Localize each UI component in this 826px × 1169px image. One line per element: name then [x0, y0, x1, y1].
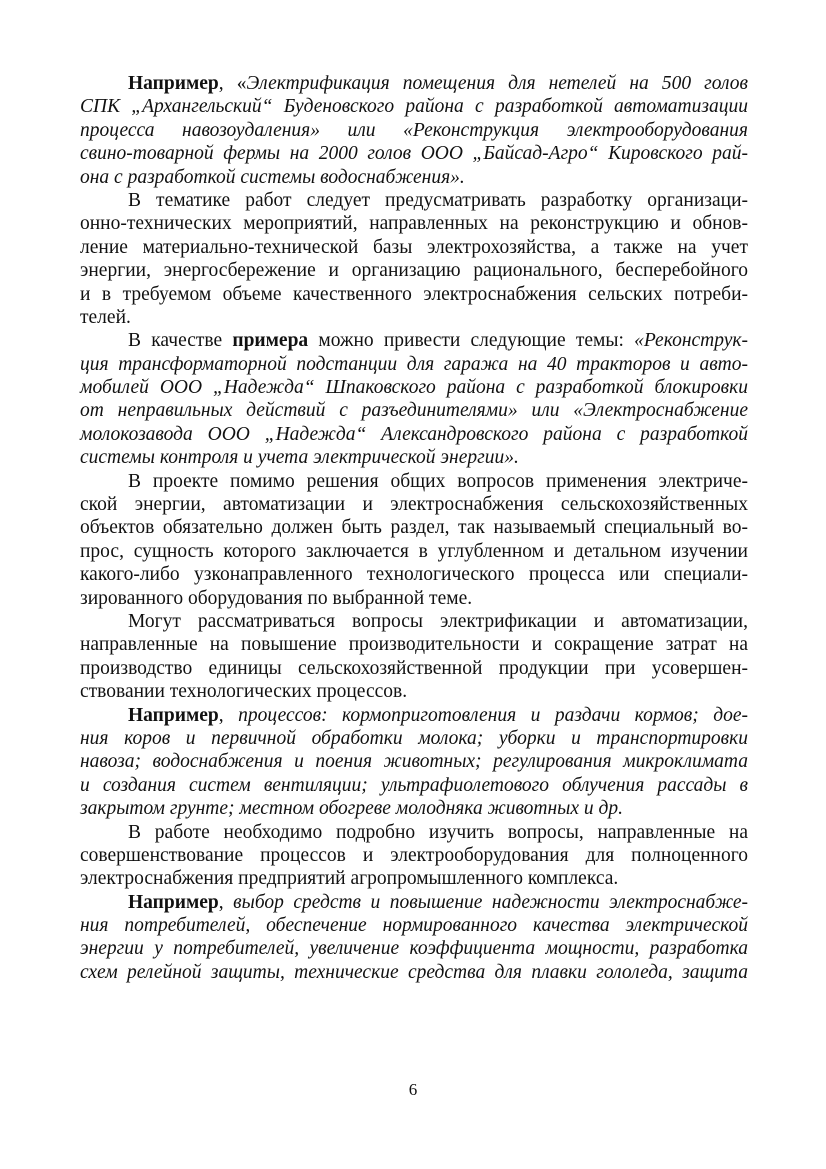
text-line	[80, 914, 748, 937]
text-line	[80, 470, 748, 493]
paragraph	[80, 704, 748, 821]
bold-text: Например	[128, 704, 219, 726]
italic-text: системы контроля и учета электрической энергии».	[80, 447, 519, 469]
text-line	[80, 212, 748, 235]
text-line	[80, 399, 748, 422]
text-line	[80, 774, 748, 797]
text-run: энергии, энергосбережение и организацию рационального, бесперебойного	[80, 260, 748, 282]
page-number: 6	[408, 1080, 418, 1099]
italic-text: процесса навозоудаления» или «Реконструкция электрооборудования	[80, 119, 748, 141]
italic-text: и создания систем вентиляции; ультрафиолетового облучения рассады в	[80, 774, 748, 796]
text-line	[80, 142, 748, 165]
text-run: ,	[218, 891, 234, 913]
text-line	[80, 587, 748, 610]
paragraph	[80, 821, 748, 891]
text-run: совершенствование процессов и электрооборудования для полноценного	[80, 844, 748, 866]
text-line	[80, 563, 748, 586]
text-line	[80, 750, 748, 773]
text-line	[80, 423, 748, 446]
text-line	[80, 633, 748, 656]
text-run: направленные на повышение производительности и сокращение затрат на	[80, 634, 748, 656]
paragraph	[80, 72, 748, 189]
text-line	[80, 844, 748, 867]
text-run: , «	[218, 73, 247, 94]
text-run: В качестве	[128, 330, 233, 352]
italic-text: ция трансформаторной подстанции для гаража на 40 тракторов и авто-	[80, 353, 748, 375]
text-run: какого-либо узконаправленного технологического процесса или специали-	[80, 564, 748, 586]
document-page	[80, 72, 748, 984]
text-line	[80, 891, 748, 914]
italic-text: «Реконструк-	[634, 330, 748, 352]
text-run: можно привести следующие темы:	[308, 330, 635, 352]
paragraph	[80, 189, 748, 329]
italic-text: закрытом грунте; местном обогреве молодняка животных и др.	[80, 798, 624, 820]
text-run: В проекте помимо решения общих вопросов применения электриче-	[128, 470, 748, 492]
text-run: объектов обязательно должен быть раздел, так называемый специальный во-	[80, 517, 748, 539]
text-line	[80, 610, 748, 633]
text-line	[80, 329, 748, 352]
text-line	[80, 95, 748, 118]
bold-text: Например	[128, 73, 219, 94]
text-run: производство единицы сельскохозяйственной продукции при усовершен-	[80, 657, 748, 679]
text-line	[80, 516, 748, 539]
text-run: телей.	[80, 306, 131, 328]
italic-text: мобилей ООО „Надежда“ Шпаковского района с разработкой блокировки	[80, 377, 748, 399]
text-line	[80, 657, 748, 680]
text-run: В работе необходимо подробно изучить вопросы, направленные на	[128, 821, 748, 843]
text-line	[80, 937, 748, 960]
italic-text: ния потребителей, обеспечение нормированного качества электрической	[80, 915, 748, 937]
text-run: прос, сущность которого заключается в углубленном и детальном изучении	[80, 540, 748, 562]
text-line	[80, 493, 748, 516]
text-line	[80, 283, 748, 306]
text-line	[80, 446, 748, 469]
italic-text: выбор средств и повышение надежности электроснабже-	[233, 891, 749, 913]
text-run: ствовании технологических процессов.	[80, 681, 408, 703]
text-run: Могут рассматриваться вопросы электрификации и автоматизации,	[128, 610, 748, 632]
text-line	[80, 306, 748, 329]
text-line	[80, 821, 748, 844]
italic-text: схем релейной защиты, технические средства для плавки гололеда, защита	[80, 961, 748, 983]
text-run: ,	[218, 704, 239, 726]
paragraph	[80, 329, 748, 469]
text-run: онно-технических мероприятий, направленных на реконструкцию и обнов-	[80, 213, 748, 235]
text-line	[80, 353, 748, 376]
text-line	[80, 540, 748, 563]
paragraph	[80, 610, 748, 704]
italic-text: от неправильных действий с разъединителями» или «Электроснабжение	[80, 400, 748, 422]
text-run: электроснабжения предприятий агропромышленного комплекса.	[80, 868, 619, 890]
italic-text: свино-товарной фермы на 2000 голов ООО „Байсад-Агро“ Кировского рай-	[80, 143, 748, 165]
italic-text: Электрификация помещения для нетелей на 500 голов	[246, 73, 748, 94]
italic-text: навоза; водоснабжения и поения животных; регулирования микроклимата	[80, 751, 748, 773]
italic-text: энергии у потребителей, увеличение коэффициента мощности, разработка	[80, 938, 748, 960]
text-line	[80, 72, 748, 95]
text-run: В тематике работ следует предусматривать разработку организаци-	[128, 189, 748, 211]
text-line	[80, 119, 748, 142]
text-line	[80, 236, 748, 259]
text-line	[80, 797, 748, 820]
italic-text: процессов: кормоприготовления и раздачи кормов; дое-	[238, 704, 749, 726]
italic-text: молокозавода ООО „Надежда“ Александровского района с разработкой	[80, 423, 748, 445]
text-line	[80, 727, 748, 750]
text-line	[80, 867, 748, 890]
text-line	[80, 166, 748, 189]
text-line	[80, 961, 748, 984]
text-run: зированного оборудования по выбранной теме.	[80, 587, 473, 609]
bold-text: примера	[232, 330, 309, 352]
text-run: и в требуемом объеме качественного электроснабжения сельских потреби-	[80, 283, 748, 305]
text-line	[80, 376, 748, 399]
text-run: ление материально-технической базы электрохозяйства, а также на учет	[80, 236, 748, 258]
italic-text: ния коров и первичной обработки молока; уборки и транспортировки	[80, 727, 748, 749]
text-line	[80, 189, 748, 212]
text-run: ской энергии, автоматизации и электроснабжения сельскохозяйственных	[80, 494, 748, 516]
italic-text: СПК „Архангельский“ Буденовского района с разработкой автоматизации	[80, 96, 748, 118]
text-line	[80, 704, 748, 727]
italic-text: она с разработкой системы водоснабжения».	[80, 166, 465, 188]
text-line	[80, 259, 748, 282]
bold-text: Например	[128, 891, 219, 913]
paragraph	[80, 891, 748, 985]
paragraph	[80, 470, 748, 610]
text-line	[80, 680, 748, 703]
